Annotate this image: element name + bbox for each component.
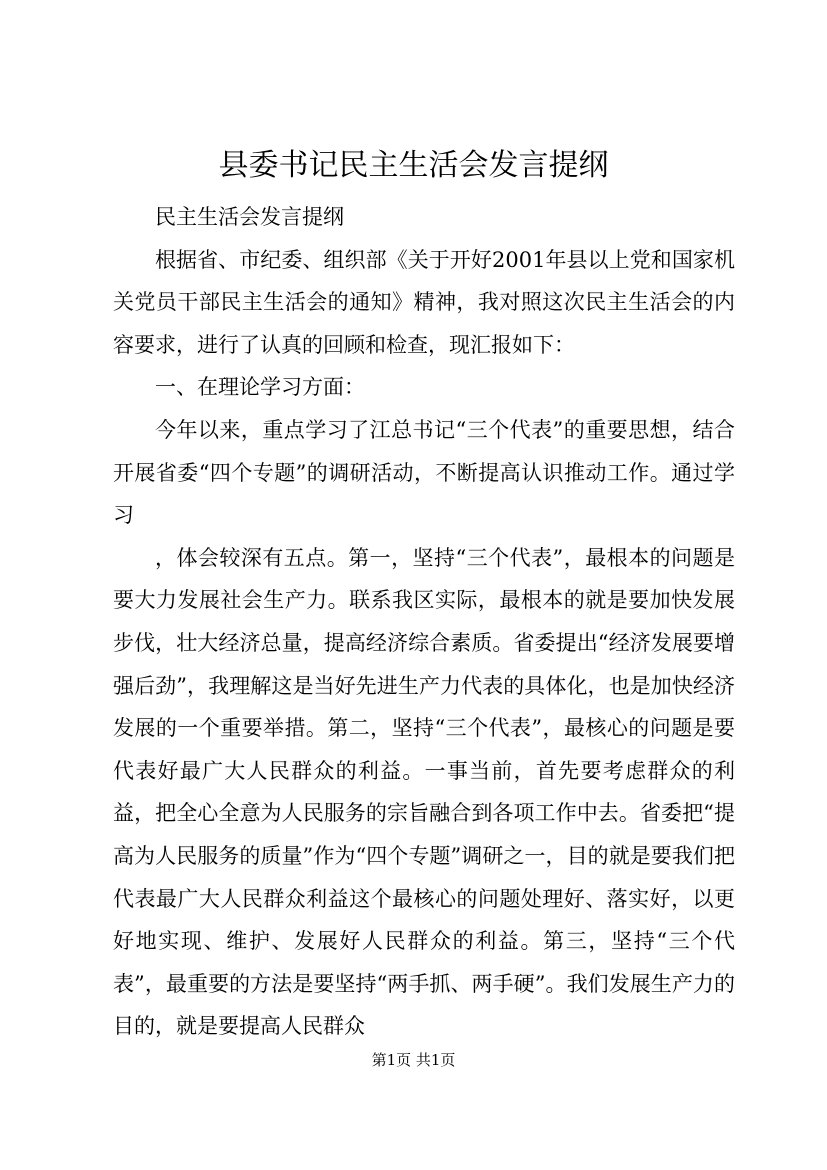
- paragraph-subtitle: 民主生活会发言提纲: [155, 205, 344, 229]
- paragraph-points: ，体会较深有五点。第一，坚持“三个代表”，最根本的问题是要大力发展社会生产力。联系我区实际，最根本的就是要加快发展步伐，壮大经济总量，提高经济综合素质。省委提出“经济发展要增强后劲”，我理解这是当好先进生产力代表的具体化，也是加快经济发展的一个重要举措。第二，坚持“三个代表”，最核心的问题是要代表好最广大人民群众的利益。一事当前，首先要考虑群众的利益，把全心全意为人民服务的宗旨融合到各项工作中去。省委把“提高为人民服务的质量”作为“四个专题”调研之一，目的就是要我们把代表最广大人民群众利益这个最核心的问题处理好、落实好，以更好地实现、维护、发展好人民群众的利益。第三，坚持“三个代表”，最重要的方法是要坚持“两手抓、两手硬”。我们发展生产力的目的，就是要提高人民群众: [113, 545, 735, 1039]
- document-body: [113, 196, 735, 1048]
- paragraph-section-heading: 一、在理论学习方面：: [155, 375, 365, 400]
- page-footer: [0, 1050, 827, 1070]
- paragraph-intro: 根据省、市纪委、组织部《关于开好2001年县以上党和国家机关党员干部民主生活会的通知》精神，我对照这次民主生活会的内容要求，进行了认真的回顾和检查，现汇报如下：: [113, 247, 735, 357]
- document-title: 县委书记民主生活会发言提纲: [218, 148, 609, 183]
- page-number-text: 第1页 共1页: [371, 1051, 456, 1069]
- paragraph-study: 今年以来，重点学习了江总书记“三个代表”的重要思想，结合开展省委“四个专题”的调研活动，不断提高认识推动工作。通过学习: [113, 417, 735, 528]
